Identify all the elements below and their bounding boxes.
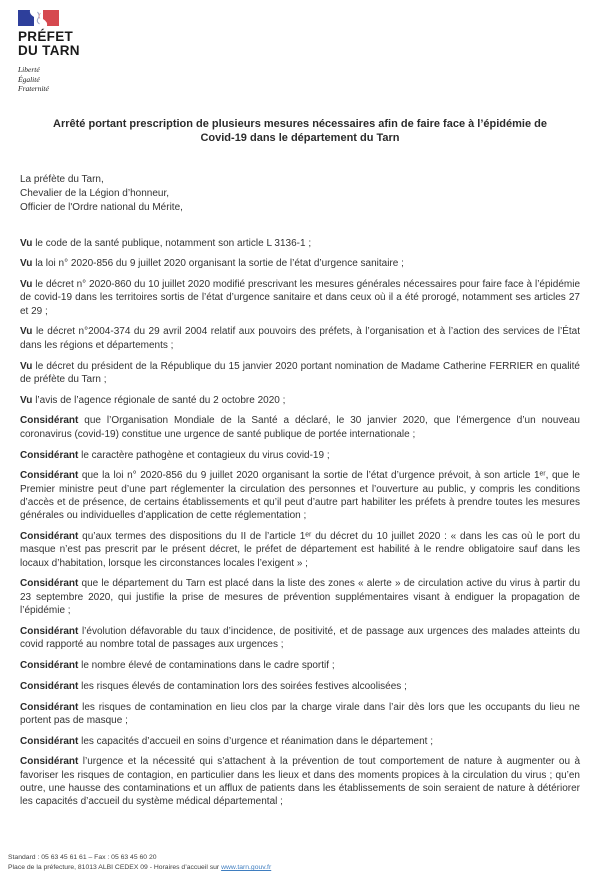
motto-egalite: Égalité — [18, 74, 40, 84]
recital-considerant-1 — [20, 414, 580, 441]
recital-lead: Considérant — [20, 625, 79, 637]
recital-text: le décret du président de la République du 15 janvier 2020 portant nomination de Madame Catherine FERRIER en qualité de préfète du Tarn ; — [20, 360, 580, 385]
footer-address-text: Place de la préfecture, 81013 ALBI CEDEX 09 - Horaires d’accueil sur — [8, 864, 222, 871]
recital-text: la loi n° 2020-856 du 9 juillet 2020 organisant la sortie de l’état d’urgence sanitaire ; — [35, 258, 404, 270]
recital-vu-4 — [20, 325, 580, 352]
recital-lead: Considérant — [20, 449, 79, 461]
motto-fraternite: Fraternité — [18, 84, 49, 93]
recital-lead: Considérant — [20, 735, 79, 747]
footer-phone-line: Standard : 05 63 45 61 61 – Fax : 05 63 45 60 20 — [8, 854, 157, 861]
institution-name-line1: PRÉFET — [18, 29, 74, 44]
recital-considerant-3 — [20, 469, 580, 522]
recital-vu-3 — [20, 278, 580, 318]
recital-lead: Vu — [20, 258, 33, 270]
recital-lead: Considérant — [20, 470, 79, 482]
letterhead — [18, 10, 580, 94]
recital-text: le code de la santé publique, notamment son article L 3136-1 ; — [35, 237, 312, 249]
recital-text: que le département du Tarn est placé dans la liste des zones « alerte » de circulation active du virus à partir du 23 septembre 2020, qui justifie la prise de mesures de prévention supplémentaires visant à endiguer la propagation de l’épidémie ; — [20, 578, 580, 617]
recital-vu-1 — [20, 237, 580, 250]
republic-motto — [18, 65, 580, 94]
recital-text: que l’Organisation Mondiale de la Santé a déclaré, le 30 janvier 2020, que l’émergence d’un nouveau coronavirus (covid-19) constitue une urgence de santé publique de portée internationale ; — [20, 415, 580, 440]
document-title: Arrêté portant prescription de plusieurs mesures nécessaires afin de faire face à l’épidémie de Covid-19 dans le département du Tarn — [53, 117, 547, 144]
document-body — [20, 237, 580, 809]
recital-lead: Vu — [20, 279, 33, 291]
footer-address-line — [8, 863, 271, 873]
recital-text: l’urgence et la nécessité qui s’attachent à la prévention de tout comportement de nature à augmenter ou à favoriser les risques de contagion, en particulier dans les lieux et dans des moments propices à la circulation du virus ; qu’en outre, une hausse des contaminations et un afflux de patients dans les établissements de soin seraient de nature à détériorer les capacités d’accueil du système médical départemental ; — [20, 756, 581, 808]
motto-liberte: Liberté — [18, 65, 40, 74]
institution-name-line2: DU TARN — [18, 43, 80, 58]
recital-text: qu’aux termes des dispositions du II de l’article 1ᵉʳ du décret du 10 juillet 2020 : « dans les cas où le port du masque n’est pas prescrit par le présent décret, le préfet de département est habilité à le rendre obligatoire sauf dans les locaux d’habitation, lorsque les circonstances locales l’exigent » ; — [20, 531, 581, 569]
french-tricolor-marianne-icon — [18, 10, 59, 26]
recital-text: l’avis de l’agence régionale de santé du 2 octobre 2020 ; — [35, 394, 286, 406]
recital-considerant-6 — [20, 625, 580, 652]
page-footer — [8, 853, 271, 873]
recital-considerant-8 — [20, 680, 580, 693]
recital-considerant-10 — [20, 735, 580, 748]
recital-considerant-11 — [20, 755, 580, 808]
salutation-block — [20, 173, 580, 215]
recital-text: le décret n°2004-374 du 29 avril 2004 relatif aux pouvoirs des préfets, à l’organisation et à l’action des services de l’État dans les régions et départements ; — [20, 326, 581, 351]
recital-considerant-2 — [20, 449, 580, 462]
recital-text: les capacités d’accueil en soins d’urgence et réanimation dans le département ; — [81, 735, 433, 747]
salutation-line: Officier de l'Ordre national du Mérite, — [20, 201, 183, 213]
recital-text: les risques de contamination en lieu clos par la charge virale dans l’air dès lors que les occupants du lieu ne portent pas de masque ; — [20, 701, 580, 726]
recital-lead: Considérant — [20, 756, 79, 768]
recital-lead: Considérant — [20, 680, 79, 692]
recital-considerant-4 — [20, 530, 580, 570]
recital-considerant-5 — [20, 577, 580, 617]
recital-lead: Vu — [20, 360, 33, 372]
recital-text: le décret n° 2020-860 du 10 juillet 2020 modifié prescrivant les mesures générales nécessaires pour faire face à l’épidémie de covid-19 dans les territoires sortis de l’état d’urgence sanitaire et dans ceux où il a été prorogé, notamment ses articles 27 et 29 ; — [20, 279, 581, 317]
recital-vu-2 — [20, 257, 580, 270]
recital-vu-6 — [20, 394, 580, 407]
recital-text: le nombre élevé de contaminations dans le cadre sportif ; — [81, 659, 335, 671]
recital-text: les risques élevés de contamination lors des soirées festives alcoolisées ; — [81, 680, 407, 692]
recital-text: que la loi n° 2020-856 du 9 juillet 2020 organisant la sortie de l’état d’urgence prévoit, à son article 1ᵉʳ, que le Premier ministre peut d’une part réglementer la circulation des personnes et l’ouverture au public, y compris les conditions d’accès et de présence, de certains établissements et qu’il peut d’autre part habiliter les préfets à prendre toutes les mesures générales ou individuelles d’application de cette réglementation ; — [20, 470, 580, 522]
recital-vu-5 — [20, 360, 580, 387]
recital-text: le caractère pathogène et contagieux du virus covid-19 ; — [81, 449, 330, 461]
recital-lead: Considérant — [20, 659, 79, 671]
recital-lead: Vu — [20, 326, 33, 338]
salutation-line: La préfète du Tarn, — [20, 173, 104, 185]
recital-lead: Considérant — [20, 701, 79, 713]
recital-considerant-7 — [20, 659, 580, 672]
recital-text: l’évolution défavorable du taux d’incidence, de positivité, et de passage aux urgences des malades atteints du covid rapporté au nombre total de passages aux urgences ; — [20, 625, 580, 651]
recital-lead: Considérant — [20, 415, 79, 427]
recital-lead: Considérant — [20, 578, 79, 590]
recital-lead: Vu — [20, 237, 33, 249]
website-link[interactable]: www.tarn.gouv.fr — [221, 864, 272, 871]
recital-lead: Considérant — [20, 531, 79, 543]
recital-lead: Vu — [20, 394, 33, 406]
recital-considerant-9 — [20, 701, 580, 728]
salutation-line: Chevalier de la Légion d’honneur, — [20, 187, 169, 199]
